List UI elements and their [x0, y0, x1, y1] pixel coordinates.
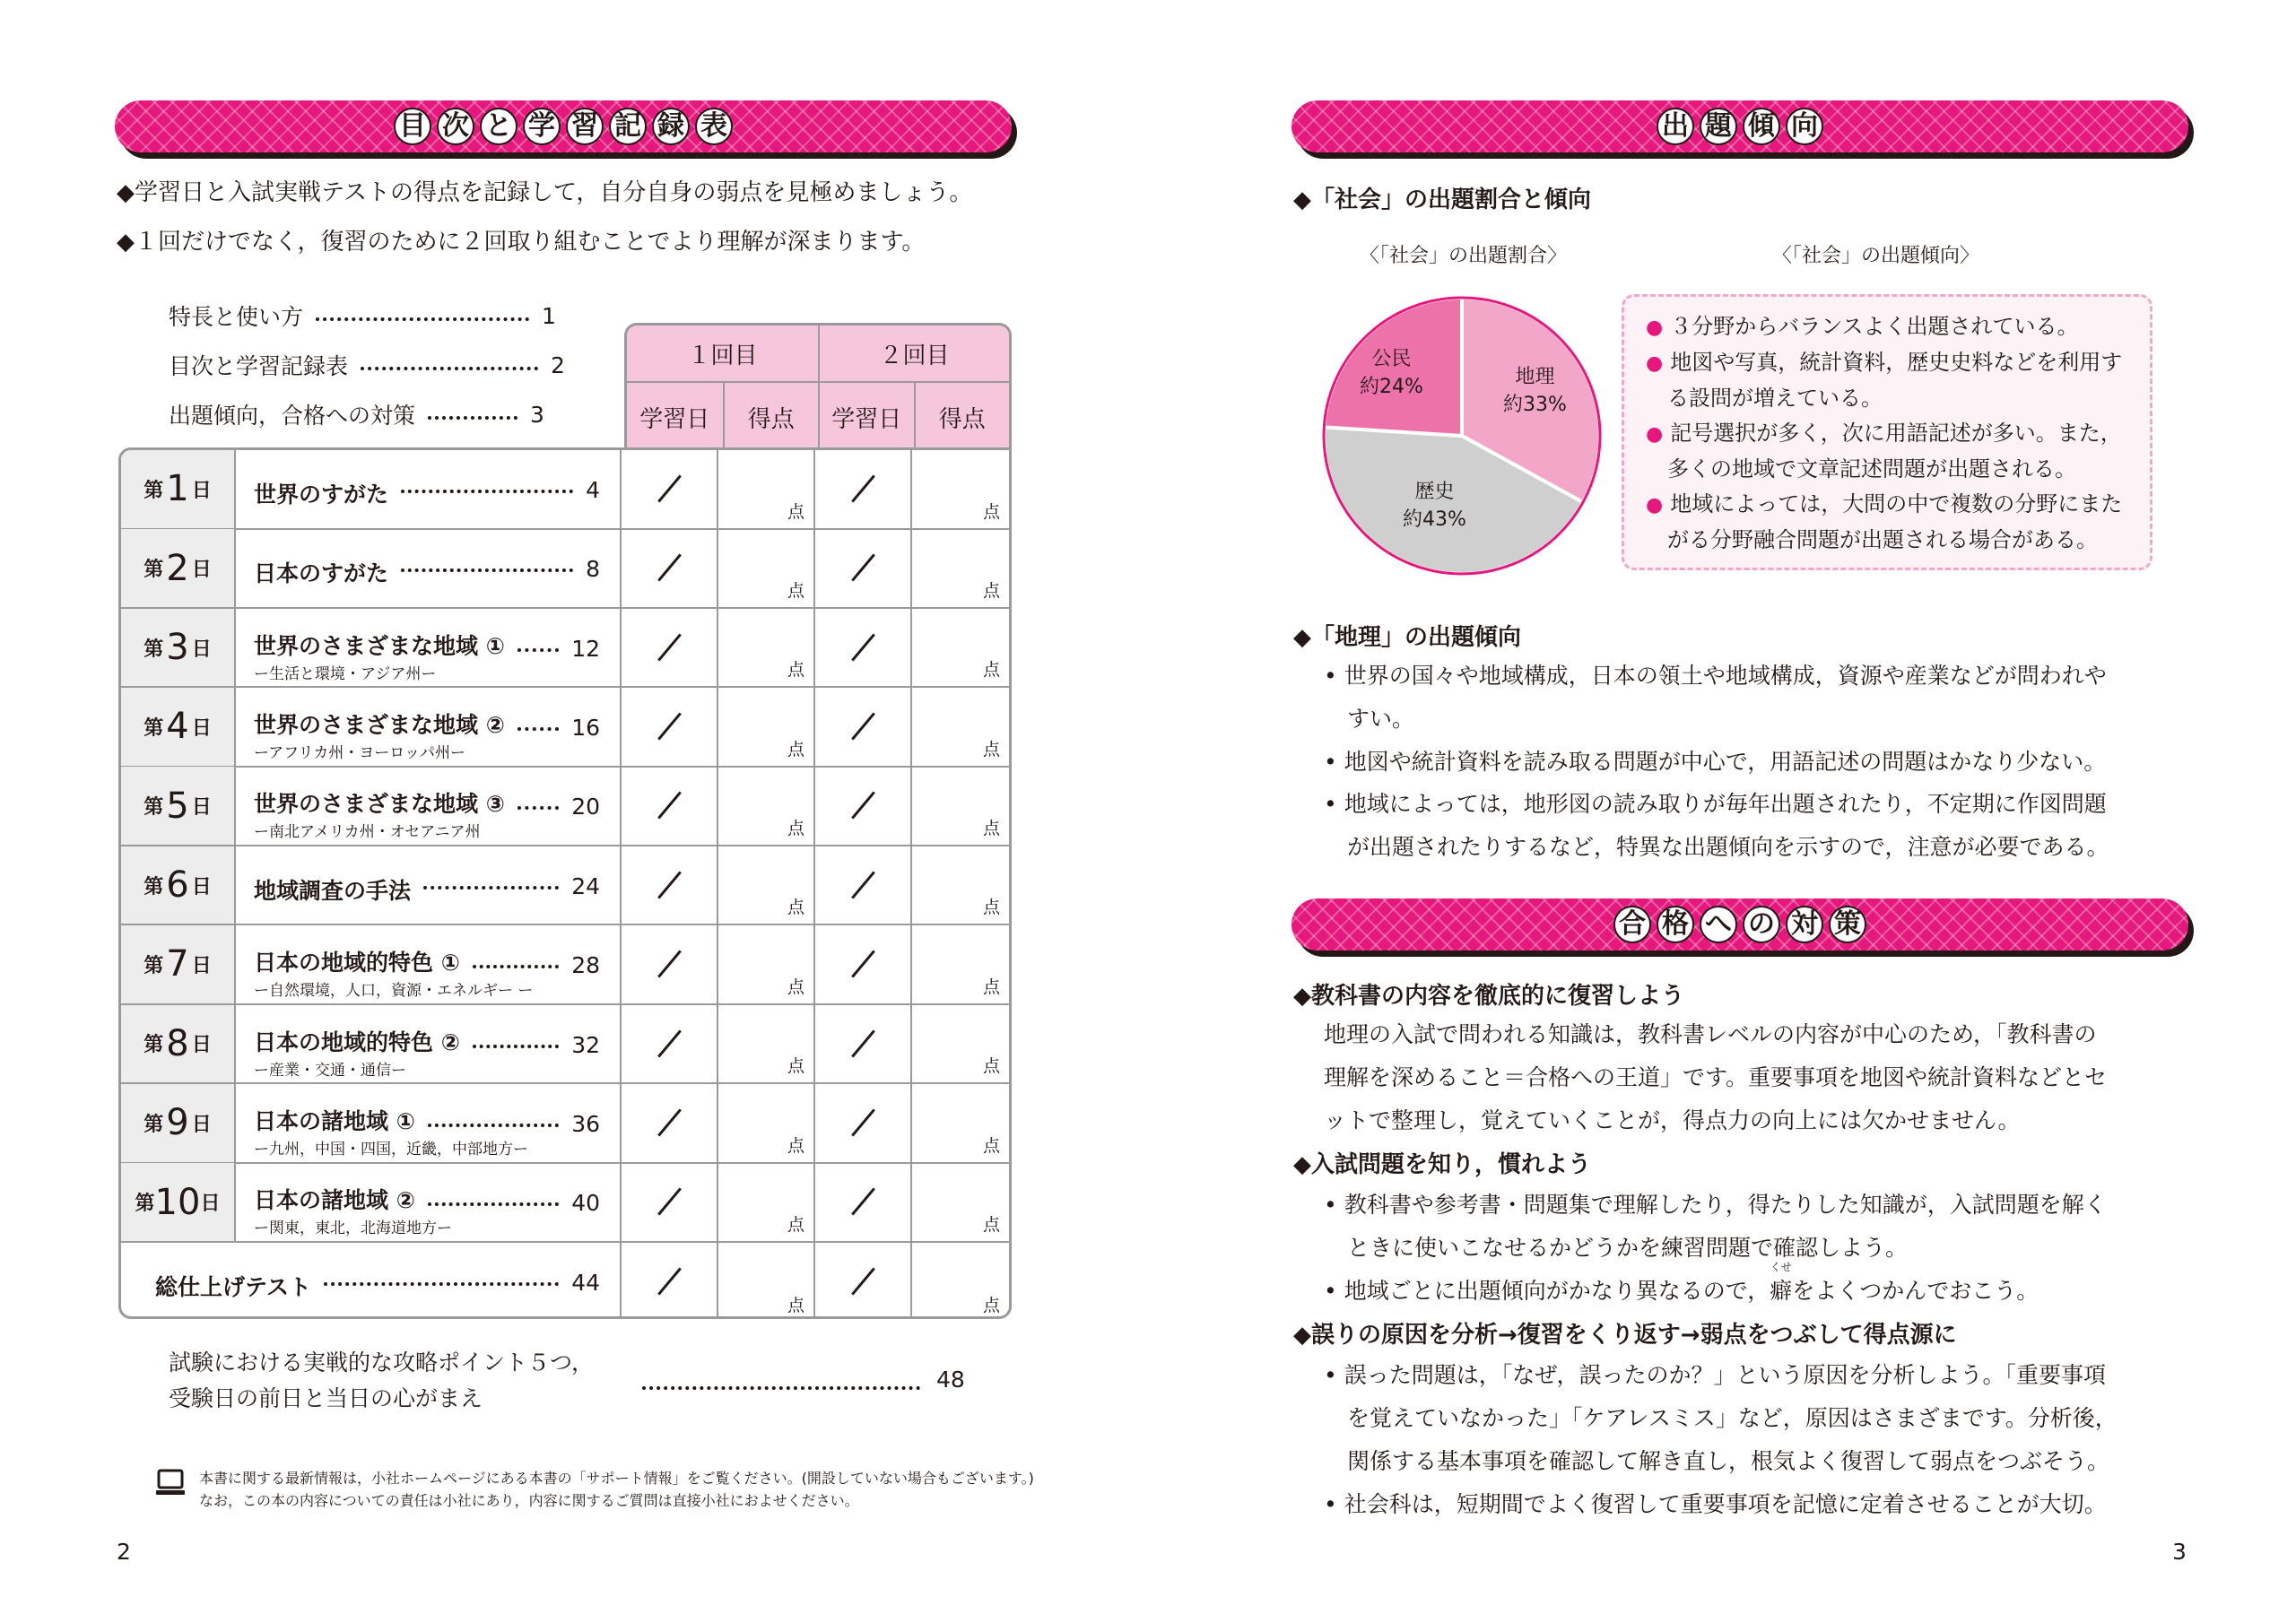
computer-icon: [154, 1467, 187, 1499]
date-cell[interactable]: [815, 1243, 912, 1319]
page-number: 2: [117, 1539, 131, 1565]
final-test-page: 44: [571, 1269, 600, 1296]
right-page: [1148, 0, 2296, 1623]
banner-char: の: [1743, 906, 1780, 943]
record-table: [118, 447, 1012, 1319]
ruby-base: 癖: [1770, 1278, 1793, 1304]
chapter-title: 地域調査の手法: [254, 877, 412, 904]
point-unit: 点: [982, 819, 1000, 839]
point-unit: 点: [982, 739, 1000, 759]
chapter-page: 12: [571, 635, 600, 662]
bullet-icon: ●: [1646, 494, 1664, 516]
point-unit: 点: [982, 976, 1000, 997]
table-row-final-test: [121, 1243, 1009, 1319]
date-slash: [851, 633, 875, 661]
score-cell[interactable]: [718, 846, 815, 924]
date-slash: [851, 713, 875, 741]
table-row: [121, 529, 1009, 609]
chapter-title-cell[interactable]: [236, 450, 622, 528]
day-label: [121, 846, 236, 924]
day-number: 5: [166, 785, 189, 827]
pie-label-name: 公民: [1371, 348, 1412, 370]
strategy-3-line: 関係する基本事項を確認して解き直し，根気よく復習して弱点をつぶそう。: [1347, 1448, 2110, 1474]
chapter-page: 32: [571, 1031, 600, 1058]
final-test-title: 総仕上げテスト: [155, 1273, 312, 1300]
score-cell[interactable]: [718, 1243, 815, 1319]
chapter-title-cell[interactable]: [236, 1005, 622, 1083]
day-number: 4: [166, 706, 189, 748]
date-cell[interactable]: [622, 688, 718, 766]
strategy-3-heading: ◆誤りの原因を分析→復習をくり返す→弱点をつぶして得点源に: [1293, 1322, 1957, 1349]
date-cell[interactable]: [622, 925, 718, 1003]
score-cell[interactable]: [912, 846, 1009, 924]
score-cell[interactable]: [912, 529, 1009, 607]
strategy-2-heading: ◆入試問題を知り，慣れよう: [1293, 1151, 1591, 1178]
pie-label-geography: [1503, 364, 1567, 420]
banner-char: 向: [1786, 108, 1823, 145]
pre-item-title: 目次と学習記録表: [169, 353, 349, 379]
day-label: [121, 1084, 236, 1162]
day-label: [121, 609, 236, 687]
intro-line-2: ◆１回だけでなく，復習のために２回取り組むことでより理解が深まります。: [117, 229, 926, 256]
point-unit: 点: [787, 1296, 804, 1316]
score-cell[interactable]: [912, 1163, 1009, 1241]
chapter-subtitle: ー関東，東北，北海道地方ー: [254, 1219, 452, 1238]
day-suffix: 日: [191, 1034, 212, 1057]
leader-dots: [517, 727, 559, 731]
chapter-title-cell[interactable]: [236, 767, 622, 845]
date-cell[interactable]: [815, 925, 912, 1003]
point-unit: 点: [787, 1056, 804, 1077]
chapter-title-cell[interactable]: [236, 846, 622, 924]
score-cell[interactable]: [718, 1163, 815, 1241]
date-slash: [657, 713, 682, 741]
score-cell[interactable]: [912, 767, 1009, 845]
geo-line: • 世界の国々や地域構成，日本の領土や地域構成，資源や産業などが問われや: [1324, 663, 2107, 689]
date-cell[interactable]: [815, 1084, 912, 1162]
date-cell[interactable]: [622, 1163, 718, 1241]
chapter-title: 日本の諸地域 ①: [254, 1107, 415, 1134]
chapter-subtitle: ー南北アメリカ州・オセアニア州: [254, 823, 481, 842]
chapter-subtitle: ー生活と環境・アジア州ー: [254, 664, 437, 683]
day-prefix: 第: [144, 796, 164, 820]
banner-char: 習: [566, 108, 604, 145]
day-label: [121, 767, 236, 845]
final-test-cell[interactable]: [121, 1243, 622, 1319]
date-cell[interactable]: [622, 1005, 718, 1083]
trend-item-text: 多くの地域で文章記述問題が出題される。: [1667, 456, 2076, 482]
after-item-line2: 受験日の前日と当日の心がまえ: [169, 1385, 483, 1411]
score-cell[interactable]: [718, 450, 815, 528]
date-slash: [851, 474, 875, 502]
date-cell[interactable]: [815, 688, 912, 766]
banner-char: 合: [1613, 906, 1651, 943]
geo-heading: ◆「地理」の出題傾向: [1293, 624, 1521, 651]
strategy-1-line: 理解を深めること＝合格への王道」です。重要事項を地図や統計資料などとセ: [1324, 1064, 2108, 1090]
strategy-3-line: • 社会科は，短期間でよく復習して重要事項を記憶に定着させることが大切。: [1324, 1491, 2107, 1517]
date-slash: [657, 871, 682, 898]
day-suffix: 日: [191, 716, 212, 740]
trend-item-line: [1646, 416, 2150, 452]
strategy-2-line-ruby: [1324, 1261, 2039, 1306]
banner-char: 表: [695, 108, 733, 145]
day-suffix: 日: [191, 796, 212, 820]
date-slash: [657, 633, 682, 661]
banner-char: 格: [1657, 906, 1694, 943]
chapter-title: 世界のさまざまな地域 ①: [254, 632, 505, 659]
pie-label-value: 約43%: [1403, 508, 1466, 531]
score-cell[interactable]: [718, 529, 815, 607]
pre-item-page: 1: [542, 302, 556, 329]
date-cell[interactable]: [815, 609, 912, 687]
pie-label-value: 約33%: [1503, 393, 1567, 416]
trend-item-line: [1646, 487, 2150, 523]
leader-dots: [428, 1124, 559, 1127]
strategy-1-line: 地理の入試で問われる知識は，教科書レベルの内容が中心のため，「教科書の: [1324, 1021, 2097, 1047]
pre-item-page: 2: [551, 352, 565, 378]
day-suffix: 日: [191, 638, 212, 661]
score-cell[interactable]: [912, 1005, 1009, 1083]
trend-item-text: 地図や写真，統計資料，歴史史料などを利用す: [1670, 350, 2123, 375]
chapter-page: 40: [571, 1190, 600, 1217]
point-unit: 点: [982, 1214, 1000, 1235]
strategy-3-line: を覚えていなかった」「ケアレスミス」など，原因はさまざまです。分析後，: [1347, 1405, 2118, 1431]
day-suffix: 日: [200, 1193, 221, 1216]
point-unit: 点: [982, 1296, 1000, 1316]
score-cell[interactable]: [718, 767, 815, 845]
point-unit: 点: [787, 580, 804, 601]
trend-item-line: [1646, 381, 2150, 416]
day-prefix: 第: [144, 716, 164, 740]
banner-char: 傾: [1743, 108, 1780, 145]
point-unit: 点: [982, 1135, 1000, 1156]
date-slash: [657, 474, 682, 502]
table-row: [121, 688, 1009, 768]
after-item-dots: [642, 1386, 920, 1390]
date-header: 学習日: [639, 405, 710, 433]
banner-char: と: [480, 108, 517, 145]
trend-item-line: [1646, 452, 2150, 487]
point-unit: 点: [787, 1135, 804, 1156]
day-suffix: 日: [191, 875, 212, 898]
trend-item-line: [1646, 309, 2150, 345]
date-cell[interactable]: [622, 1243, 718, 1319]
day-number: 10: [154, 1181, 201, 1223]
leader-dots: [473, 1045, 559, 1048]
date-slash: [851, 1267, 875, 1295]
banner-char: へ: [1700, 906, 1737, 943]
banner-char: 録: [652, 108, 690, 145]
leader-dots: [401, 568, 573, 572]
day-number: 6: [166, 864, 189, 907]
bullet-icon: ●: [1646, 423, 1664, 446]
date-slash: [851, 792, 875, 820]
table-row: [121, 609, 1009, 689]
date-slash: [851, 554, 875, 582]
date-cell[interactable]: [622, 846, 718, 924]
chapter-title-cell[interactable]: [236, 925, 622, 1003]
chapter-title-cell[interactable]: [236, 609, 622, 687]
bullet-icon: ●: [1646, 317, 1664, 339]
day-label: [121, 450, 236, 528]
score-cell[interactable]: [718, 1084, 815, 1162]
date-slash: [851, 871, 875, 898]
point-unit: 点: [787, 501, 804, 522]
round1-header: １回目: [687, 342, 758, 369]
strategy-2-text: をよくつかんでおこう。: [1792, 1278, 2039, 1304]
day-prefix: 第: [144, 875, 164, 898]
date-cell[interactable]: [622, 1084, 718, 1162]
pie-label-value: 約24%: [1360, 375, 1423, 398]
geo-line: • 地域によっては，地形図の読み取りが毎年出題されたり，不定期に作図問題: [1324, 791, 2107, 817]
after-item-line1: 試験における実戦的な攻略ポイント５つ，: [169, 1350, 595, 1376]
day-suffix: 日: [191, 479, 212, 502]
chapter-title-cell[interactable]: [236, 529, 622, 607]
day-number: 2: [166, 547, 189, 589]
chapter-page: 20: [571, 794, 600, 820]
record-table-header: [624, 323, 1012, 448]
table-row: [121, 1084, 1009, 1164]
pre-item-page: 3: [530, 401, 544, 428]
date-cell[interactable]: [622, 767, 718, 845]
point-unit: 点: [982, 1056, 1000, 1077]
banner-char: 学: [523, 108, 561, 145]
score-cell[interactable]: [912, 925, 1009, 1003]
leader-dots: [517, 648, 559, 652]
strategy-banner: [1292, 898, 2188, 950]
chapter-page: 4: [586, 477, 600, 503]
date-slash: [657, 1188, 682, 1216]
day-prefix: 第: [135, 1193, 155, 1216]
banner-char: 記: [609, 108, 647, 145]
trend-item-text: る設問が増えている。: [1667, 386, 1883, 411]
point-unit: 点: [982, 580, 1000, 601]
pre-item-2[interactable]: [169, 349, 565, 381]
chapter-subtitle: ーアフリカ州・ヨーロッパ州ー: [254, 744, 465, 763]
table-row: [121, 846, 1009, 926]
date-slash: [657, 1108, 682, 1136]
chapter-subtitle: ー産業・交通・通信ー: [254, 1061, 406, 1080]
score-header: 得点: [914, 383, 1010, 448]
score-cell[interactable]: [718, 1005, 815, 1083]
day-label: [121, 688, 236, 766]
strategy-2-line: ときに使いこなせるかどうかを練習問題で確認しよう。: [1347, 1235, 1909, 1261]
support-note-1: 本書に関する最新情報は，小社ホームページにある本書の「サポート情報」をご覧ください。(開設していない場合もございます。): [199, 1470, 1034, 1487]
chapter-subtitle: ー九州，中国・四国，近畿，中部地方ー: [254, 1140, 528, 1159]
score-header: 得点: [723, 383, 819, 448]
banner-char: 出: [1657, 108, 1694, 145]
geo-line: すい。: [1347, 706, 1415, 732]
trend-item-text: 記号選択が多く，次に用語記述が多い。また，: [1670, 421, 2122, 446]
date-cell[interactable]: [815, 450, 912, 528]
day-label: [121, 925, 236, 1003]
score-cell[interactable]: [718, 925, 815, 1003]
page-number: 3: [2172, 1539, 2187, 1565]
leader-dots: [428, 1202, 559, 1206]
date-header: 学習日: [818, 383, 914, 448]
strategy-1-heading: ◆教科書の内容を徹底的に復習しよう: [1293, 983, 1684, 1010]
banner-char: 策: [1829, 906, 1866, 943]
chapter-title: 日本のすがた: [254, 560, 389, 587]
pre-item-title: 出題傾向，合格への対策: [169, 403, 416, 429]
date-cell[interactable]: [815, 1005, 912, 1083]
day-prefix: 第: [144, 638, 164, 661]
point-unit: 点: [982, 501, 1000, 522]
chapter-title: 世界のさまざまな地域 ②: [254, 712, 505, 739]
point-unit: 点: [787, 976, 804, 997]
pie-caption: 〈「社会」の出題割合〉: [1360, 245, 1568, 267]
point-unit: 点: [787, 898, 804, 918]
day-prefix: 第: [144, 479, 164, 502]
date-cell[interactable]: [815, 846, 912, 924]
support-note-2: なお，この本の内容についての責任は小社にあり，内容に関するご質問は直接小社におよせください。: [199, 1492, 859, 1509]
trend-item-text: ３分野からバランスよく出題されている。: [1670, 314, 2079, 339]
day-suffix: 日: [191, 1113, 212, 1136]
pie-label-name: 地理: [1515, 366, 1555, 388]
date-cell[interactable]: [815, 529, 912, 607]
table-row: [121, 925, 1009, 1005]
chapter-page: 24: [571, 872, 600, 899]
chapter-title-cell[interactable]: [236, 1163, 622, 1241]
chapter-page: 8: [586, 556, 600, 583]
chapter-title: 日本の地域的特色 ①: [254, 950, 460, 976]
leader-dots: [517, 806, 559, 810]
trend-banner: [1292, 100, 2188, 152]
point-unit: 点: [982, 898, 1000, 918]
trend-item-line: [1646, 523, 2150, 558]
chapter-title-cell[interactable]: [236, 688, 622, 766]
social-heading: ◆「社会」の出題割合と傾向: [1293, 187, 1591, 213]
pie-label-name: 歴史: [1414, 481, 1455, 503]
score-cell[interactable]: [912, 450, 1009, 528]
day-prefix: 第: [144, 559, 164, 582]
chapter-title: 日本の地域的特色 ②: [254, 1028, 460, 1055]
table-row: [121, 450, 1009, 530]
date-slash: [657, 1267, 682, 1295]
chapter-title: 世界のすがた: [254, 482, 389, 508]
chapter-title: 日本の諸地域 ②: [254, 1187, 415, 1214]
leader-dots: [324, 1282, 559, 1286]
date-slash: [851, 1108, 875, 1136]
strategy-3-line: • 誤った問題は，「なぜ，誤ったのか？」という原因を分析しよう。「重要事項: [1324, 1362, 2106, 1388]
date-slash: [851, 1029, 875, 1057]
day-number: 7: [166, 943, 189, 985]
day-label: [121, 529, 236, 607]
strategy-2-text: • 地域ごとに出題傾向がかなり異なるので，: [1324, 1278, 1770, 1304]
day-prefix: 第: [144, 954, 164, 977]
chapter-page: 16: [571, 715, 600, 742]
day-label: [121, 1005, 236, 1083]
point-unit: 点: [787, 819, 804, 839]
banner-char: 次: [437, 108, 474, 145]
ruby-word: [1770, 1261, 1793, 1306]
pre-item-3[interactable]: [169, 398, 544, 430]
chapter-page: 28: [571, 952, 600, 979]
chapter-title: 世界のさまざまな地域 ③: [254, 791, 505, 818]
bullet-icon: ●: [1646, 352, 1664, 375]
score-cell[interactable]: [912, 1243, 1009, 1319]
chapter-subtitle: ー自然環境，人口，資源・エネルギー ー: [254, 982, 534, 1001]
point-unit: 点: [787, 739, 804, 759]
date-slash: [657, 1029, 682, 1057]
score-cell[interactable]: [912, 609, 1009, 687]
geo-line: • 地図や統計資料を読み取る問題が中心で，用語記述の問題はかなり少ない。: [1324, 749, 2107, 775]
date-slash: [851, 1188, 875, 1216]
day-suffix: 日: [191, 954, 212, 977]
score-cell[interactable]: [912, 1084, 1009, 1162]
leader-dots: [401, 490, 573, 493]
date-slash: [657, 554, 682, 582]
day-number: 8: [166, 1022, 189, 1064]
point-unit: 点: [787, 1214, 804, 1235]
banner-char: 題: [1700, 108, 1737, 145]
round2-header: ２回目: [818, 325, 1009, 381]
intro-line-1: ◆学習日と入試実戦テストの得点を記録して，自分自身の弱点を見極めましょう。: [117, 179, 973, 206]
day-prefix: 第: [144, 1034, 164, 1057]
score-cell[interactable]: [912, 688, 1009, 766]
trend-caption: 〈「社会」の出題傾向〉: [1772, 245, 1980, 267]
trend-item-text: がる分野融合問題が出題される場合がある。: [1667, 527, 2098, 552]
trend-item-line: [1646, 345, 2150, 381]
after-item-page: 48: [936, 1367, 965, 1393]
trend-box: [1622, 294, 2152, 570]
date-cell[interactable]: [622, 609, 718, 687]
chapter-page: 36: [571, 1110, 600, 1137]
table-row: [121, 1005, 1009, 1085]
date-slash: [657, 950, 682, 978]
pie-label-history: [1403, 479, 1466, 534]
table-row: [121, 767, 1009, 846]
day-number: 3: [166, 627, 189, 669]
pre-item-1[interactable]: [169, 299, 556, 332]
score-cell[interactable]: [718, 609, 815, 687]
date-cell[interactable]: [815, 1163, 912, 1241]
table-row: [121, 1163, 1009, 1243]
chapter-title-cell[interactable]: [236, 1084, 622, 1162]
geo-line: が出題されたりするなど，特異な出題傾向を示すので，注意が必要である。: [1347, 834, 2109, 860]
pie-label-civics: [1360, 346, 1423, 402]
point-unit: 点: [982, 660, 1000, 681]
leader-dots: [473, 965, 559, 968]
pre-item-title: 特長と使い方: [169, 304, 304, 330]
day-number: 9: [166, 1102, 189, 1144]
banner-char: 目: [394, 108, 431, 145]
point-unit: 点: [787, 660, 804, 681]
banner-char: 対: [1786, 906, 1823, 943]
date-cell[interactable]: [622, 450, 718, 528]
date-slash: [851, 950, 875, 978]
subject-ratio-pie-chart: [1318, 292, 1605, 579]
day-number: 1: [166, 468, 189, 510]
trend-item-text: 地域によっては，大問の中で複数の分野にまた: [1670, 491, 2123, 516]
toc-banner: [115, 100, 1012, 152]
day-label: [121, 1163, 236, 1241]
score-cell[interactable]: [718, 688, 815, 766]
leader-dots: [423, 886, 559, 890]
date-cell[interactable]: [622, 529, 718, 607]
strategy-1-line: ットで整理し，覚えていくことが，得点力の向上には欠かせません。: [1324, 1107, 2021, 1133]
date-slash: [657, 792, 682, 820]
strategy-2-line: • 教科書や参考書・問題集で理解したり，得たりした知識が，入試問題を解く: [1324, 1192, 2107, 1218]
date-cell[interactable]: [815, 767, 912, 845]
day-prefix: 第: [144, 1113, 164, 1136]
ruby-reading: くせ: [1770, 1261, 1792, 1273]
day-suffix: 日: [191, 559, 212, 582]
